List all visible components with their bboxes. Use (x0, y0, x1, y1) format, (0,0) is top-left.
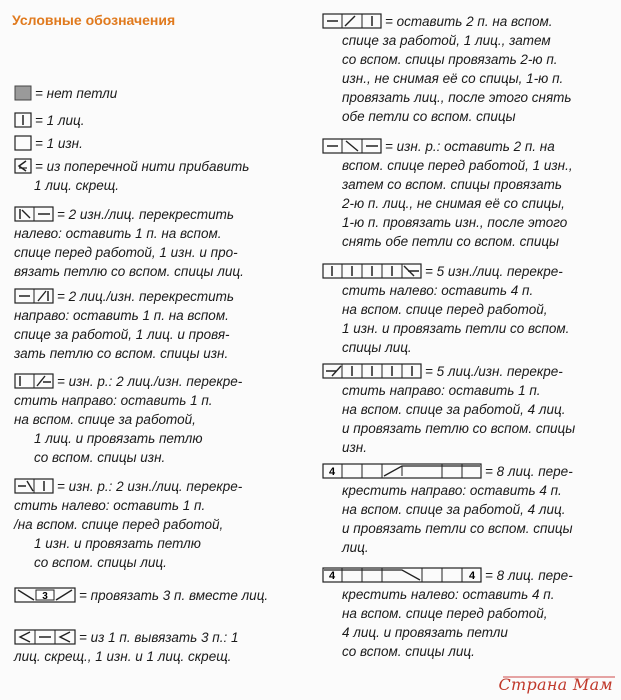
knit-stitch-icon (14, 112, 32, 128)
legend-entry-increase-3: = из 1 п. вывязать 3 п.: 1 лиц. скрещ., 1 изн. и 1 лиц. скрещ. (14, 630, 239, 664)
legend-entry-make-one: = из поперечной нити прибавить 1 лиц. скрещ. (14, 157, 249, 195)
cross-left-5-icon (322, 263, 422, 279)
gray-square-icon (14, 85, 32, 101)
legend-entry-cross-left-2-2-ws: = изн. р.: оставить 2 п. на вспом. спице перед работой, 1 изн., затем со вспом. спицы провязать 2-ю п. лиц., не снимая её со спицы, 1-ю п. провязать изн., после этого снять обе петли со вспом. спицы (322, 137, 573, 251)
cable-left-count-label-a: 4 (328, 570, 336, 582)
cross-right-2-knit-purl-icon (14, 288, 54, 304)
increase-3-from-1-icon (14, 629, 76, 645)
legend-entry-purl: = 1 изн. (14, 134, 83, 153)
legend-entry-cross-left-5: = 5 изн./лиц. перекре- стить налево: оставить 4 п. на вспом. спице перед работой, 1 изн. и провязать петли со вспом. спицы лиц. (322, 262, 569, 357)
purl-stitch-icon (14, 135, 32, 151)
legend-entry-cross-left-purl-knit: = 2 изн./лиц. перекрестить налево: оставить 1 п. на вспом. спице перед работой, 1 изн. и про- вязать петлю со вспом. спицы лиц. (14, 207, 244, 279)
watermark: Страна Мам (498, 675, 613, 694)
legend-entry-cross-right-knit-purl: = 2 лиц./изн. перекрестить направо: оставить 1 п. на вспом. спице за работой, 1 лиц. и провя- зать петлю со вспом. спицы изн. (14, 289, 234, 361)
legend-entry-no-stitch: = нет петли (14, 84, 117, 103)
legend-entry-k3tog: 3 = провязать 3 п. вместе лиц. (14, 586, 268, 605)
legend-entry-cross-right-ws: = изн. р.: 2 лиц./изн. перекре- стить направо: оставить 1 п. на вспом. спице за работой, 1 лиц. и провязать петлю со вспом. спицы изн. (14, 374, 243, 465)
cable-left-8-icon (322, 567, 482, 583)
cable-left-count-label-b: 4 (468, 570, 476, 582)
cross-left-2-purl-knit-icon (14, 206, 54, 222)
legend-entry-cross-right-2-2: = оставить 2 п. на вспом. спице за работой, 1 лиц., затем со вспом. спицы провязать 2-ю п. изн., не снимая её со спицы, 1-ю п. провязать лиц., после этого снять обе петли со вспом. спицы (322, 12, 572, 126)
cross-right-2-2-icon (322, 13, 382, 29)
k3tog-count-label: 3 (42, 591, 48, 602)
cable-right-count-label: 4 (328, 466, 336, 478)
legend-entry-cable-left-8: 4 4 = 8 лиц. пере- крестить налево: оставить 4 п. на вспом. спице перед работой, 4 лиц. и провязать петли со вспом. спицы лиц. (322, 566, 573, 661)
knit-3-together-icon (14, 587, 76, 603)
legend-entry-cross-left-ws: = изн. р.: 2 изн./лиц. перекре- стить налево: оставить 1 п. /на вспом. спице перед работой, 1 изн. и провязать петлю со вспом. спицы лиц. (14, 479, 243, 570)
cross-right-ws-icon (14, 373, 54, 389)
legend-title: Условные обозначения (12, 12, 176, 28)
cable-right-8-icon (322, 463, 482, 479)
cross-right-5-icon (322, 363, 422, 379)
make-one-twisted-icon (14, 158, 32, 174)
legend-entry-cross-right-5: = 5 лиц./изн. перекре- стить направо: оставить 1 п. на вспом. спице за работой, 4 лиц. и провязать петлю со вспом. спицы изн. (322, 362, 575, 457)
legend-entry-knit: = 1 лиц. (14, 111, 85, 130)
cross-left-2-2-ws-icon (322, 138, 382, 154)
cross-left-ws-icon (14, 478, 54, 494)
legend-entry-cable-right-8: 4 = 8 лиц. пере- крестить направо: оставить 4 п. на вспом. спице за работой, 4 лиц. и провязать петли со вспом. спицы лиц. (322, 462, 573, 557)
